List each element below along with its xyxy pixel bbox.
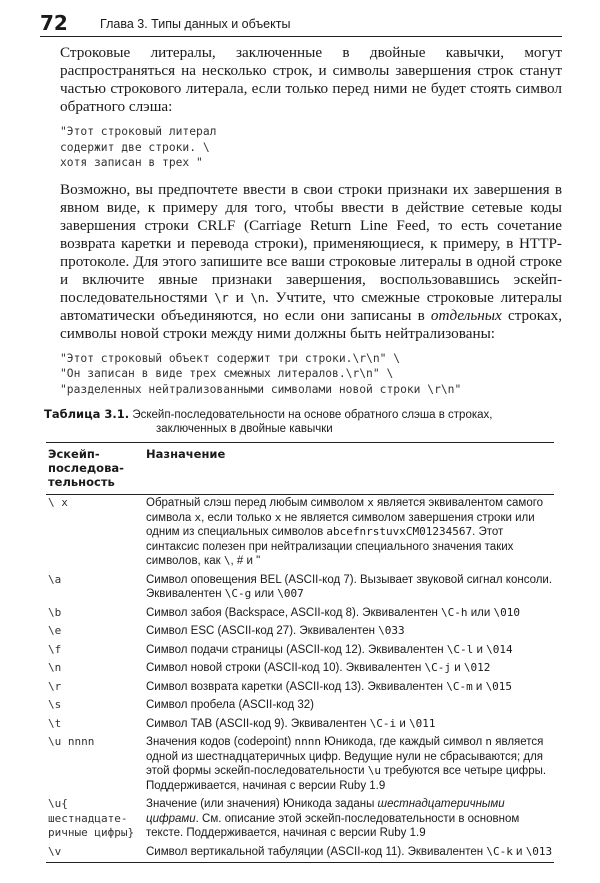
table-row <box>46 716 554 735</box>
text: Символ возврата каретки (ASCII-код 13). Эквивалентен <box>146 680 447 693</box>
text: и <box>473 643 487 656</box>
text: Символ новой строки (ASCII-код 10). Эквивалентен <box>146 662 425 674</box>
escape-sequence: \e <box>48 624 62 637</box>
inline-code: \C-h <box>441 605 468 619</box>
caption-text: заключенных в двойные кавычки <box>156 423 333 435</box>
page-number: 72 <box>40 11 68 35</box>
text: является эквивалентом самого символа <box>146 497 544 524</box>
page-body <box>60 44 562 397</box>
code-example-1: "Этот строковый литерал содержит две строки. \ хотя записан в трех " <box>60 125 217 169</box>
escape-sequence: \f <box>48 642 62 656</box>
inline-code: x <box>367 496 374 509</box>
emphasis: отдельных <box>430 306 502 324</box>
table-row <box>46 605 554 624</box>
inline-code: \C-j <box>424 661 452 674</box>
inline-code: \C-k <box>486 844 513 858</box>
escape-sequence: \t <box>48 716 62 730</box>
inline-code: \014 <box>486 642 513 656</box>
inline-code: nnnn <box>294 735 321 748</box>
text: или <box>467 606 494 619</box>
column-header-purpose: Назначение <box>146 447 226 461</box>
inline-code: \n <box>250 290 265 305</box>
text: Символ подачи страницы (ASCII-код 12). Эквивалентен <box>146 643 447 656</box>
escape-sequence-table <box>46 442 554 863</box>
description <box>146 495 554 572</box>
description <box>146 572 554 605</box>
text: Символ TAB (ASCII-код 9). Эквивалентен <box>146 717 370 730</box>
code-example-2: "Этот строковый объект содержит три строки.\r\n" \ "Он записан в виде трех смежных литералов.\r\n" \ "разделенных нейтрализованными символами новой строки \r\n" <box>60 351 462 396</box>
table-header-row <box>46 443 554 495</box>
paragraph-2 <box>60 181 562 343</box>
text: или <box>251 588 278 600</box>
paragraph-1: Строковые литералы, заключенные в двойные кавычки, могут распространяться на несколько строк, и символы завершения строк станут частью строкового литерала, если только перед ними не будет стоять символ обратного слэша: <box>60 44 562 115</box>
table-row <box>46 623 554 642</box>
escape-sequence: \ x <box>48 496 68 509</box>
text: не является символом завершения строки или одним из специальных символов <box>146 511 535 538</box>
table-caption <box>44 407 564 436</box>
text: и <box>472 680 486 693</box>
text: является одной из шестнадцатеричных цифр. Ведущие нули не сбрасываются; для этой формы эскейп-последовательности <box>146 736 544 777</box>
text: и <box>396 717 409 730</box>
escape-sequence: \v <box>48 844 62 858</box>
inline-code: \C-g <box>224 587 252 600</box>
text: Символ пробела (ASCII-код 32) <box>146 699 314 711</box>
chapter-title: Глава 3. Типы данных и объекты <box>100 17 291 31</box>
escape-sequence: \r <box>48 679 62 693</box>
description <box>146 623 554 642</box>
text: Значения кодов (codepoint) <box>146 736 295 748</box>
text: Возможно, вы предпочтете ввести в свои строки признаки их завершения в явном виде, к примеру для того, чтобы ввести в действие сетевые коды завершения строки CRLF (Carriage Return Line Feed, то есть сочетание возврата каретки и перевода строки), применяющиеся, к примеру, в HTTP-протоколе. Для этого запишите все ваши строковые литералы в одной строке и включите явные признаки завершения, воспользовавшись эскейп-последовательностями <box>60 180 562 306</box>
table-row <box>46 697 554 716</box>
text: . Учтите, что смежные строковые литералы автоматически объединяются, но если они записаны в <box>60 288 562 324</box>
escape-sequence: \n <box>48 661 62 674</box>
inline-code: \010 <box>493 605 520 619</box>
text: Символ ESC (ASCII-код 27). Эквивалентен <box>146 625 379 637</box>
description <box>146 796 554 844</box>
table-row <box>46 796 554 844</box>
text: Обратный слэш перед любым символом <box>146 497 368 509</box>
escape-sequence: \u{ шестнадцате-ричные цифры} <box>48 797 135 839</box>
inline-code: abcefnrstuvxCM01234567 <box>326 525 473 538</box>
description <box>146 605 554 624</box>
inline-code: \C-m <box>446 679 473 693</box>
inline-code: \015 <box>485 679 513 693</box>
text: Юникода, где каждый символ <box>320 736 486 748</box>
running-header <box>40 12 562 37</box>
text: Символ оповещения BEL (ASCII-код 7). Вызывает звуковой сигнал консоли. Эквивалентен <box>146 573 553 600</box>
description <box>146 642 554 661</box>
table-row <box>46 734 554 796</box>
inline-code: \011 <box>408 716 436 730</box>
table-row <box>46 679 554 698</box>
text: Значение (или значения) Юникода заданы <box>146 798 378 810</box>
inline-code: \007 <box>277 587 304 600</box>
escape-sequence: \s <box>48 698 62 711</box>
text: Символ забоя (Backspace, ASCII-код 8). Эквивалентен <box>146 606 442 619</box>
table-row <box>46 642 554 661</box>
inline-code: n <box>485 735 493 748</box>
text: и <box>512 845 526 858</box>
escape-sequence: \a <box>48 572 62 586</box>
inline-code: \033 <box>378 624 405 637</box>
text: строках, символы новой строки между ними должны быть нейтрализованы: <box>60 306 562 342</box>
description <box>146 660 554 679</box>
text: , если только <box>201 511 275 524</box>
inline-code: \ <box>223 554 231 567</box>
text: и <box>451 662 464 674</box>
text: требуются все четыре цифры. Поддерживается, начиная с версии Ruby 1.9 <box>146 765 547 792</box>
escape-sequence: \u nnnn <box>48 735 95 748</box>
table-row <box>46 495 554 572</box>
text: , # и " <box>230 555 261 567</box>
inline-code: x <box>194 510 202 524</box>
description <box>146 697 554 716</box>
inline-code: \C-l <box>446 642 474 656</box>
emphasis: шестнадцатеричными цифрами <box>146 798 505 825</box>
inline-code: x <box>274 510 282 524</box>
inline-code: \C-i <box>369 716 397 730</box>
description <box>146 734 554 796</box>
text: . Этот синтаксис полезен при нейтрализации специального значения таких символов, как <box>146 526 514 567</box>
text: Символ вертикальной табуляции (ASCII-код 11). Эквивалентен <box>146 845 487 858</box>
caption-text: Эскейп-последовательности на основе обратного слэша в строках, <box>132 409 493 421</box>
table-row <box>46 572 554 605</box>
text: и <box>228 288 251 306</box>
description <box>146 716 554 735</box>
table-row <box>46 660 554 679</box>
text: . См. описание этой эскейп-последовательности в основном тексте. Поддерживается, начиная с версии Ruby 1.9 <box>146 812 520 839</box>
inline-code: \012 <box>463 661 491 674</box>
escape-sequence: \b <box>48 605 62 619</box>
inline-code: \u <box>367 764 381 777</box>
inline-code: \013 <box>525 844 553 858</box>
column-header-sequence: Эскейп-последова-тельность <box>48 447 124 489</box>
inline-code: \r <box>214 290 229 305</box>
description <box>146 844 554 863</box>
table-label: Таблица 3.1. <box>44 407 130 421</box>
description <box>146 679 554 698</box>
table-row <box>46 844 554 863</box>
